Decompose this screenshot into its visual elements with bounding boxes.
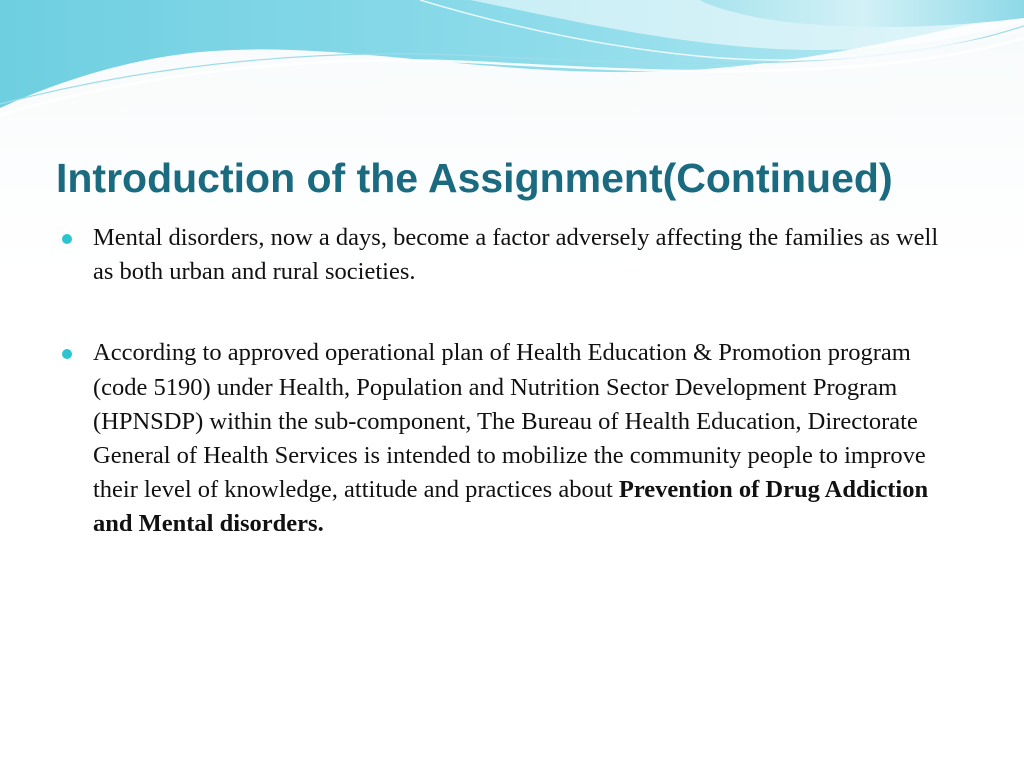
- bullet-list: [62, 221, 952, 542]
- bullet-item-1: [62, 221, 952, 289]
- bullet-marker-icon: [62, 349, 72, 359]
- slide-title: Introduction of the Assignment(Continued): [56, 155, 893, 201]
- bullet-text: According to approved operational plan of Health Education & Promotion program (code 5190) under Health, Population and Nutrition Sector Development Program (HPNSDP) within the sub-component, The Bureau of Health Education, Directorate General of Health Services is intended to mobilize the community people to improve their level of knowledge, attitude and practices about: [93, 339, 926, 504]
- bullet-item-2: [62, 336, 952, 541]
- bullet-text: Mental disorders, now a days, become a factor adversely affecting the families as well as both urban and rural societies.: [93, 224, 939, 286]
- decorative-wave-banner: [0, 0, 1024, 130]
- bullet-emphasis-text: Prevention of Drug Addiction and Mental disorders.: [93, 476, 929, 538]
- bullet-marker-icon: [62, 234, 72, 244]
